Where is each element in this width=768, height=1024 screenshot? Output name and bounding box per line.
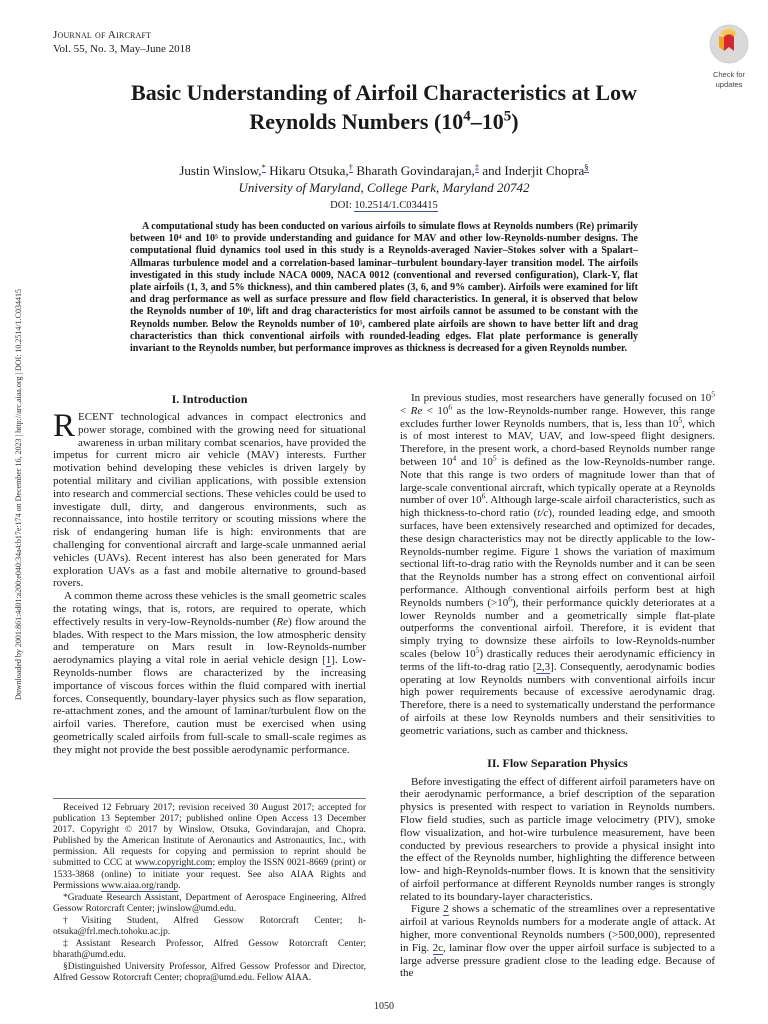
author-footnote-link[interactable]: * [261,161,266,172]
copyright-link[interactable]: www.copyright.com [134,858,213,869]
introduction-section [53,392,366,757]
footnote-author-4: §Distinguished University Professor, Alfred Gessow Professor and Director, Alfred Gessow Rotorcraft Center; chopra@umd.edu. Fellow AIAA. [53,962,366,984]
intro-paragraph-3: In previous studies, most researchers have generally focused on $10^5 < Re < 10^6$ as the low-Reynolds-number range. However, this range excludes further lower Reynolds numbers, that is, less than $10^5$, which is of most interest to MAV, UAV, and low-speed flight designers. Therefore, in the present work, a chord-based Reynolds number range between $10^4$ and $10^5$ is defined as the low-Reynolds-number range. Note that this range is two orders of magnitude lower than that of large-scale conventional aircraft, which typically operate at a Reynolds number of over $10^6$. Although large-scale airfoil characteristics, such as high thickness-to-chord ratio (t/c), rounded leading edge, and smooth surfaces, have been extensively researched and optimized for decades, these design characteristics may not be directly applicable to the low-Reynolds-number regime. Figure 1 shows the variation of maximum sectional lift-to-drag ratio with the Reynolds number and it can be seen that the Reynolds number has a strong effect on conventional airfoil performance. Although conventional airfoils perform best at high Reynolds numbers $(>10^6)$, their performance quickly deteriorates at a lower Reynolds number and a geometrically simple flat-plate outperforms the conventional airfoil. Therefore, it is evident that simply trying to downsize these airfoils to low-Reynolds-number scales (below $10^5$) drastically reduces their aerodynamic efficiency in terms of the lift-to-drag ratio [2,3]. Consequently, aerodynamic bodies operating at low Reynolds numbers with conventional airfoils incur high power requirements because of excessive aerodynamic drag. Therefore, there is a need to systematically understand the performance of airfoils at these low Reynolds numbers and their sensitivities to geometric variations, such as camber and thickness. [400,389,716,737]
permissions-link[interactable]: www.aiaa.org/randp [101,880,179,891]
figure-link[interactable]: 1 [553,545,560,558]
page-number: 1050 [374,1001,394,1012]
download-stamp-text: Downloaded by 2001:861:4d01:a200:e040:34a4:b17e:174 on December 16, 2023 | http://arc.aiaa.org | DOI: 10.2514/1.C034415 [14,289,23,700]
title-line2: Reynolds Numbers $(10^4-10^5)$ [249,108,519,134]
paper-title [60,78,708,136]
journal-header [53,28,191,56]
intro-paragraph-1: RECENT technological advances in compact electronics and power storage, combined with the growing need for situational awareness in urban military combat scenarios, have provided the impetus for current micro air vehicle (MAV) interests. Further motivation behind developing these vehicles is driven largely by potential military and civilian applications, with possible extension into research and commercial sections. These vehicles could be used to investigate dull, dirty, and dangerous environments, such as reconnaissance, into hostile territory or scouting missions where the risk of endangering human life is high: environments that are challenging for conventional aircraft and large-scale unmanned aerial vehicles (UAVs). Recent interest has also been generated for Mars exploration UAVs as a fast and mobile alternative to ground-based rovers. [53,408,366,590]
author: Hikaru Otsuka,† [265,161,354,178]
footnotes [53,803,366,986]
author: Bharath Govindarajan,‡ [353,161,480,178]
section-heading-flow-separation: II. Flow Separation Physics [487,755,628,770]
author-footnote-link[interactable]: † [348,161,354,172]
flow-paragraph-1: Before investigating the effect of different airfoil parameters have on their aerodynamic performance, a brief description of the separation physics is presented with respect to variation in Reynolds numbers. Flow field studies, such as particle image velocimetry (PIV), smoke flow visualization, and hot-wire turbulence measurement, have been conducted by previous researchers to provide a physical insight into the effect of the Reynolds number, highlighting the difference between low- and high-Reynolds-number flows. It is known that the sensitivity of airfoil performance at different Reynolds number ranges is strongly related to its boundary-layer characteristics. [400,775,715,903]
author: and Inderjit Chopra§ [479,161,589,178]
footnote-author-2: †Visiting Student, Alfred Gessow Rotorcraft Center; h-otsuka@frl.mech.tohoku.ac.jp. [53,915,366,938]
download-stamp [2,270,23,710]
author-footnote-link[interactable]: § [584,161,589,172]
affiliation: University of Maryland, College Park, Maryland 20742 [238,180,530,195]
abstract: A computational study has been conducted on various airfoils to simulate flows at Reynolds numbers (Re) primarily between 10⁴ and 10⁵ to provide understanding and guidance for MAV and other low-Reynolds-number designs. The computational fluid dynamics tool used in this study is a Reynolds-averaged Navier–Stokes solver with a Spalart–Allmaras turbulence model and a correlation-based laminar–turbulent boundary-layer transition model. The airfoils investigated in this study include NACA 0009, NACA 0012 (conventional and reversed configuration), Clark-Y, flat plate airfoils (1, 3, and 5% thickness), and thin cambered plates (3, 6, and 9% camber). Airfoils were examined for lift and drag performance as well as surface pressure and flow field characteristics. In general, it is observed that below the Reynolds number of 10⁶, lift and drag characteristics for most airfoils cannot be assumed to be constant with the Reynolds number. Below the Reynolds number of 10⁵, cambered plate airfoils are shown to have better lift and drag characteristics than thick conventional airfoils with rounded-leading edges. Flat plate performance is generally invariant to the Reynolds number, but performance improves as thickness is decreased for a given Reynolds number. [130,221,638,355]
footnote-author-1: *Graduate Research Assistant, Department of Aerospace Engineering, Alfred Gessow Rotorcraft Center; jwinslow@umd.edu. [53,892,366,914]
reference-link[interactable]: 2,3 [536,660,551,673]
author-list [60,162,708,179]
badge-label-line2: updates [715,80,743,89]
doi-link[interactable]: 10.2514/1.C034415 [354,200,438,211]
footnote-divider [53,798,366,799]
section-heading-introduction: I. Introduction [171,392,248,406]
reference-link[interactable]: 1 [325,654,332,667]
journal-name: Journal of Aircraft [53,29,152,41]
journal-volume: Vol. 55, No. 3, May–June 2018 [53,43,191,55]
figure-link[interactable]: 2 [443,903,449,916]
received-note: Received 12 February 2017; revision received 30 August 2017; accepted for publication 13 September 2017; published online Open Access 13 December 2017. Copyright © 2017 by Winslow, Otsuka, Govindarajan, and Chopra. Published by the American Institute of Aeronautics and Astronautics, Inc., with permission. All requests for copying and permission to reprint should be submitted to CCC at www.copyright.com; employ the ISSN 0021-8669 (print) or 1533-3868 (online) to initiate your request. See also AIAA Rights and Permissions www.aiaa.org/randp. [53,803,366,891]
drop-cap: R [53,408,76,444]
doi-line: DOI: 10.2514/1.C034415 [330,200,438,211]
author: Justin Winslow,* [179,161,266,178]
author-footnote-link[interactable]: ‡ [474,161,480,172]
flow-paragraph-2: Figure 2 shows a schematic of the streamlines over a representative airfoil at various Reynolds numbers for a moderate angle of attack. At higher, more conventional Reynolds numbers (>500,000), represented in Fig. 2c, laminar flow over the upper airfoil surface is subjected to a large adverse pressure gradient close to the leading edge. Because of the [400,903,715,980]
figure-link[interactable]: 2c [432,941,444,954]
title-line1: Basic Understanding of Airfoil Characteristics at Low [131,80,637,105]
check-for-updates-icon [706,24,752,64]
badge-label-line1: Check for [712,70,746,79]
check-for-updates-badge[interactable] [703,24,755,89]
footnote-author-3: ‡Assistant Research Professor, Alfred Gessow Rotorcraft Center; bharath@umd.edu. [53,939,366,961]
intro-paragraph-2: A common theme across these vehicles is the small geometric scales the rotating wings, that is, rotors, are required to operate, which effectively results in very-low-Reynolds-number (Re) flow around the blades. With respect to the Mars mission, the low atmospheric density and temperature on Mars result in low-Reynolds-number aerodynamics playing a vital role in aerial vehicle design [1]. Low-Reynolds-number flows are characterized by the increasing importance of viscous forces within the fluid compared with inertial forces. Consequently, boundary-layer physics such as flow separation, re-attachment zones, and the amount of laminar/turbulent flow on the airfoil varies. Therefore, caution must be exercised when using geometrically scaled airfoils from full-scale to small-scale regimes as they might not provide the best possible aerodynamic performance. [53,590,366,756]
right-column [400,389,716,980]
